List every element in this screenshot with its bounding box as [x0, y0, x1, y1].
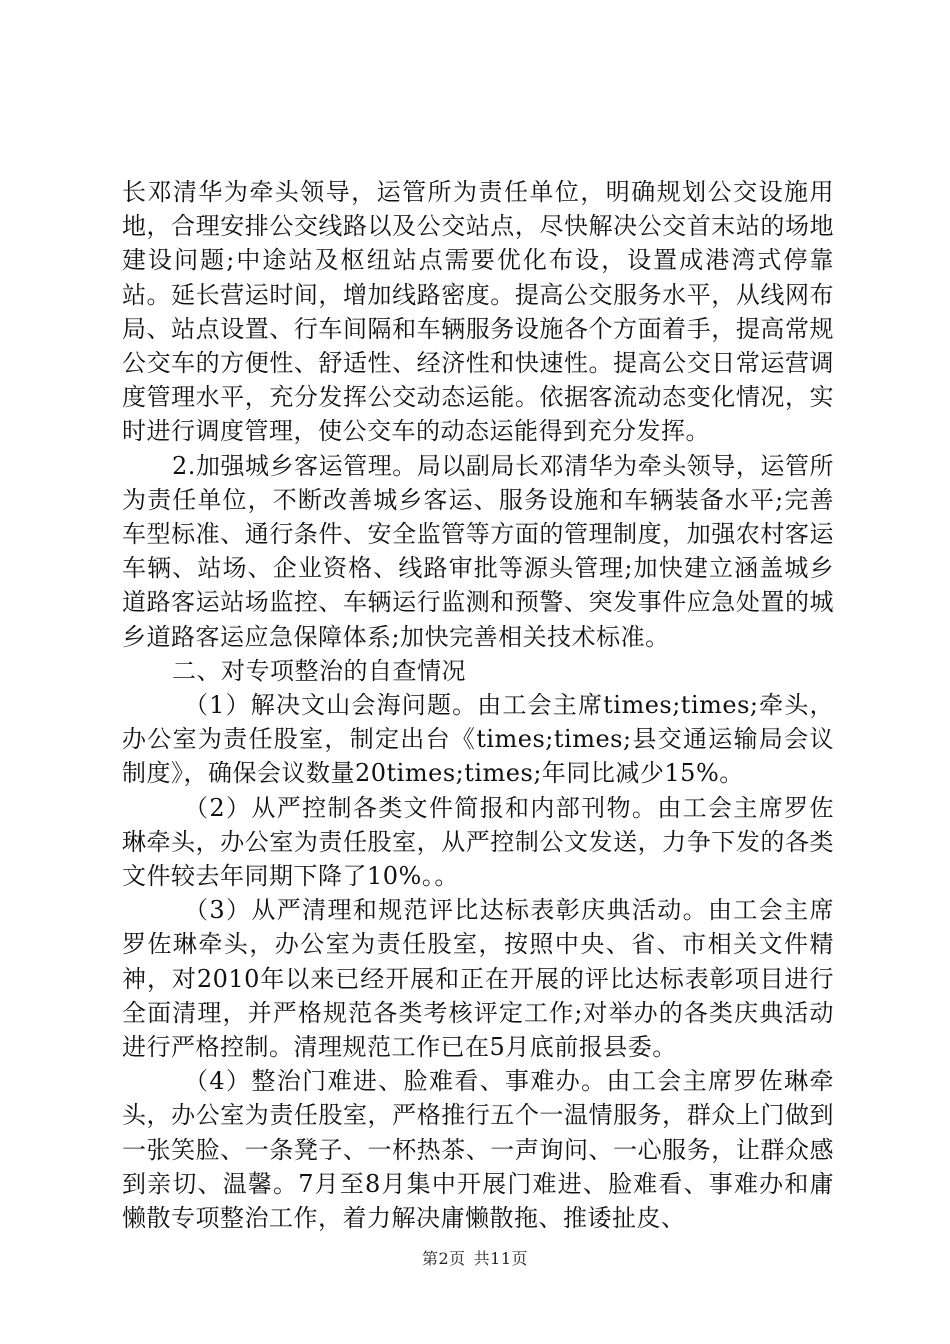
section-heading-self-inspection: 二、对专项整治的自查情况 — [172, 656, 466, 685]
paragraph-item-3-awards: （3）从严清理和规范评比达标表彰庆典活动。由工会主席罗佐琳牵头，办公室为责任股室，按照中央、省、市相关文件精神，对2010年以来已经开展和正在开展的评比达标表彰项目进行全面清理，并严格规范各类考核评定工作;对举办的各类庆典活动进行严格控制。清理规范工作已在5月底前报县委。 — [122, 896, 834, 1062]
paragraph-item-2-documents: （2）从严控制各类文件简报和内部刊物。由工会主席罗佐琳牵头，办公室为责任股室，从严控制公文发送，力争下发的各类文件较去年同期下降了10%。。 — [122, 793, 834, 891]
page-number: 第2页 — [421, 1249, 466, 1268]
paragraph-item-1-meetings: （1）解决文山会海问题。由工会主席times;times;牵头，办公室为责任股室，制定出台《times;times;县交通运输局会议制度》，确保会议数量20times;times;年同比减少15%。 — [122, 691, 834, 788]
paragraph-public-transit: 长邓清华为牵头领导，运管所为责任单位，明确规划公交设施用地，合理安排公交线路以及公交站点，尽快解决公交首末站的场地建设问题;中途站及枢纽站点需要优化布设，设置成港湾式停靠站。延长营运时间，增加线路密度。提高公交服务水平，从线网布局、站点设置、行车间隔和车辆服务设施各个方面着手，提高常规公交车的方便性、舒适性、经济性和快速性。提高公交日常运营调度管理水平，充分发挥公交动态运能。依据客流动态变化情况，实时进行调度管理，使公交车的动态运能得到充分发挥。 — [122, 178, 834, 446]
document-body — [122, 175, 834, 1235]
page-total: 共11页 — [473, 1249, 529, 1268]
page-footer — [0, 1246, 950, 1269]
paragraph-item-4-service: （4）整治门难进、脸难看、事难办。由工会主席罗佐琳牵头，办公室为责任股室，严格推行五个一温情服务，群众上门做到一张笑脸、一条凳子、一杯热茶、一声询问、一心服务，让群众感到亲切、温馨。7月至8月集中开展门难进、脸难看、事难办和庸懒散专项整治工作，着力解决庸懒散拖、推诿扯皮、 — [122, 1067, 834, 1233]
paragraph-urban-rural-transport: 2.加强城乡客运管理。局以副局长邓清华为牵头领导，运管所为责任单位，不断改善城乡客运、服务设施和车辆装备水平;完善车型标准、通行条件、安全监管等方面的管理制度，加强农村客运车辆、站场、企业资格、线路审批等源头管理;加快建立涵盖城乡道路客运站场监控、车辆运行监测和预警、突发事件应急处置的城乡道路客运应急保障体系;加快完善相关技术标准。 — [122, 451, 834, 651]
